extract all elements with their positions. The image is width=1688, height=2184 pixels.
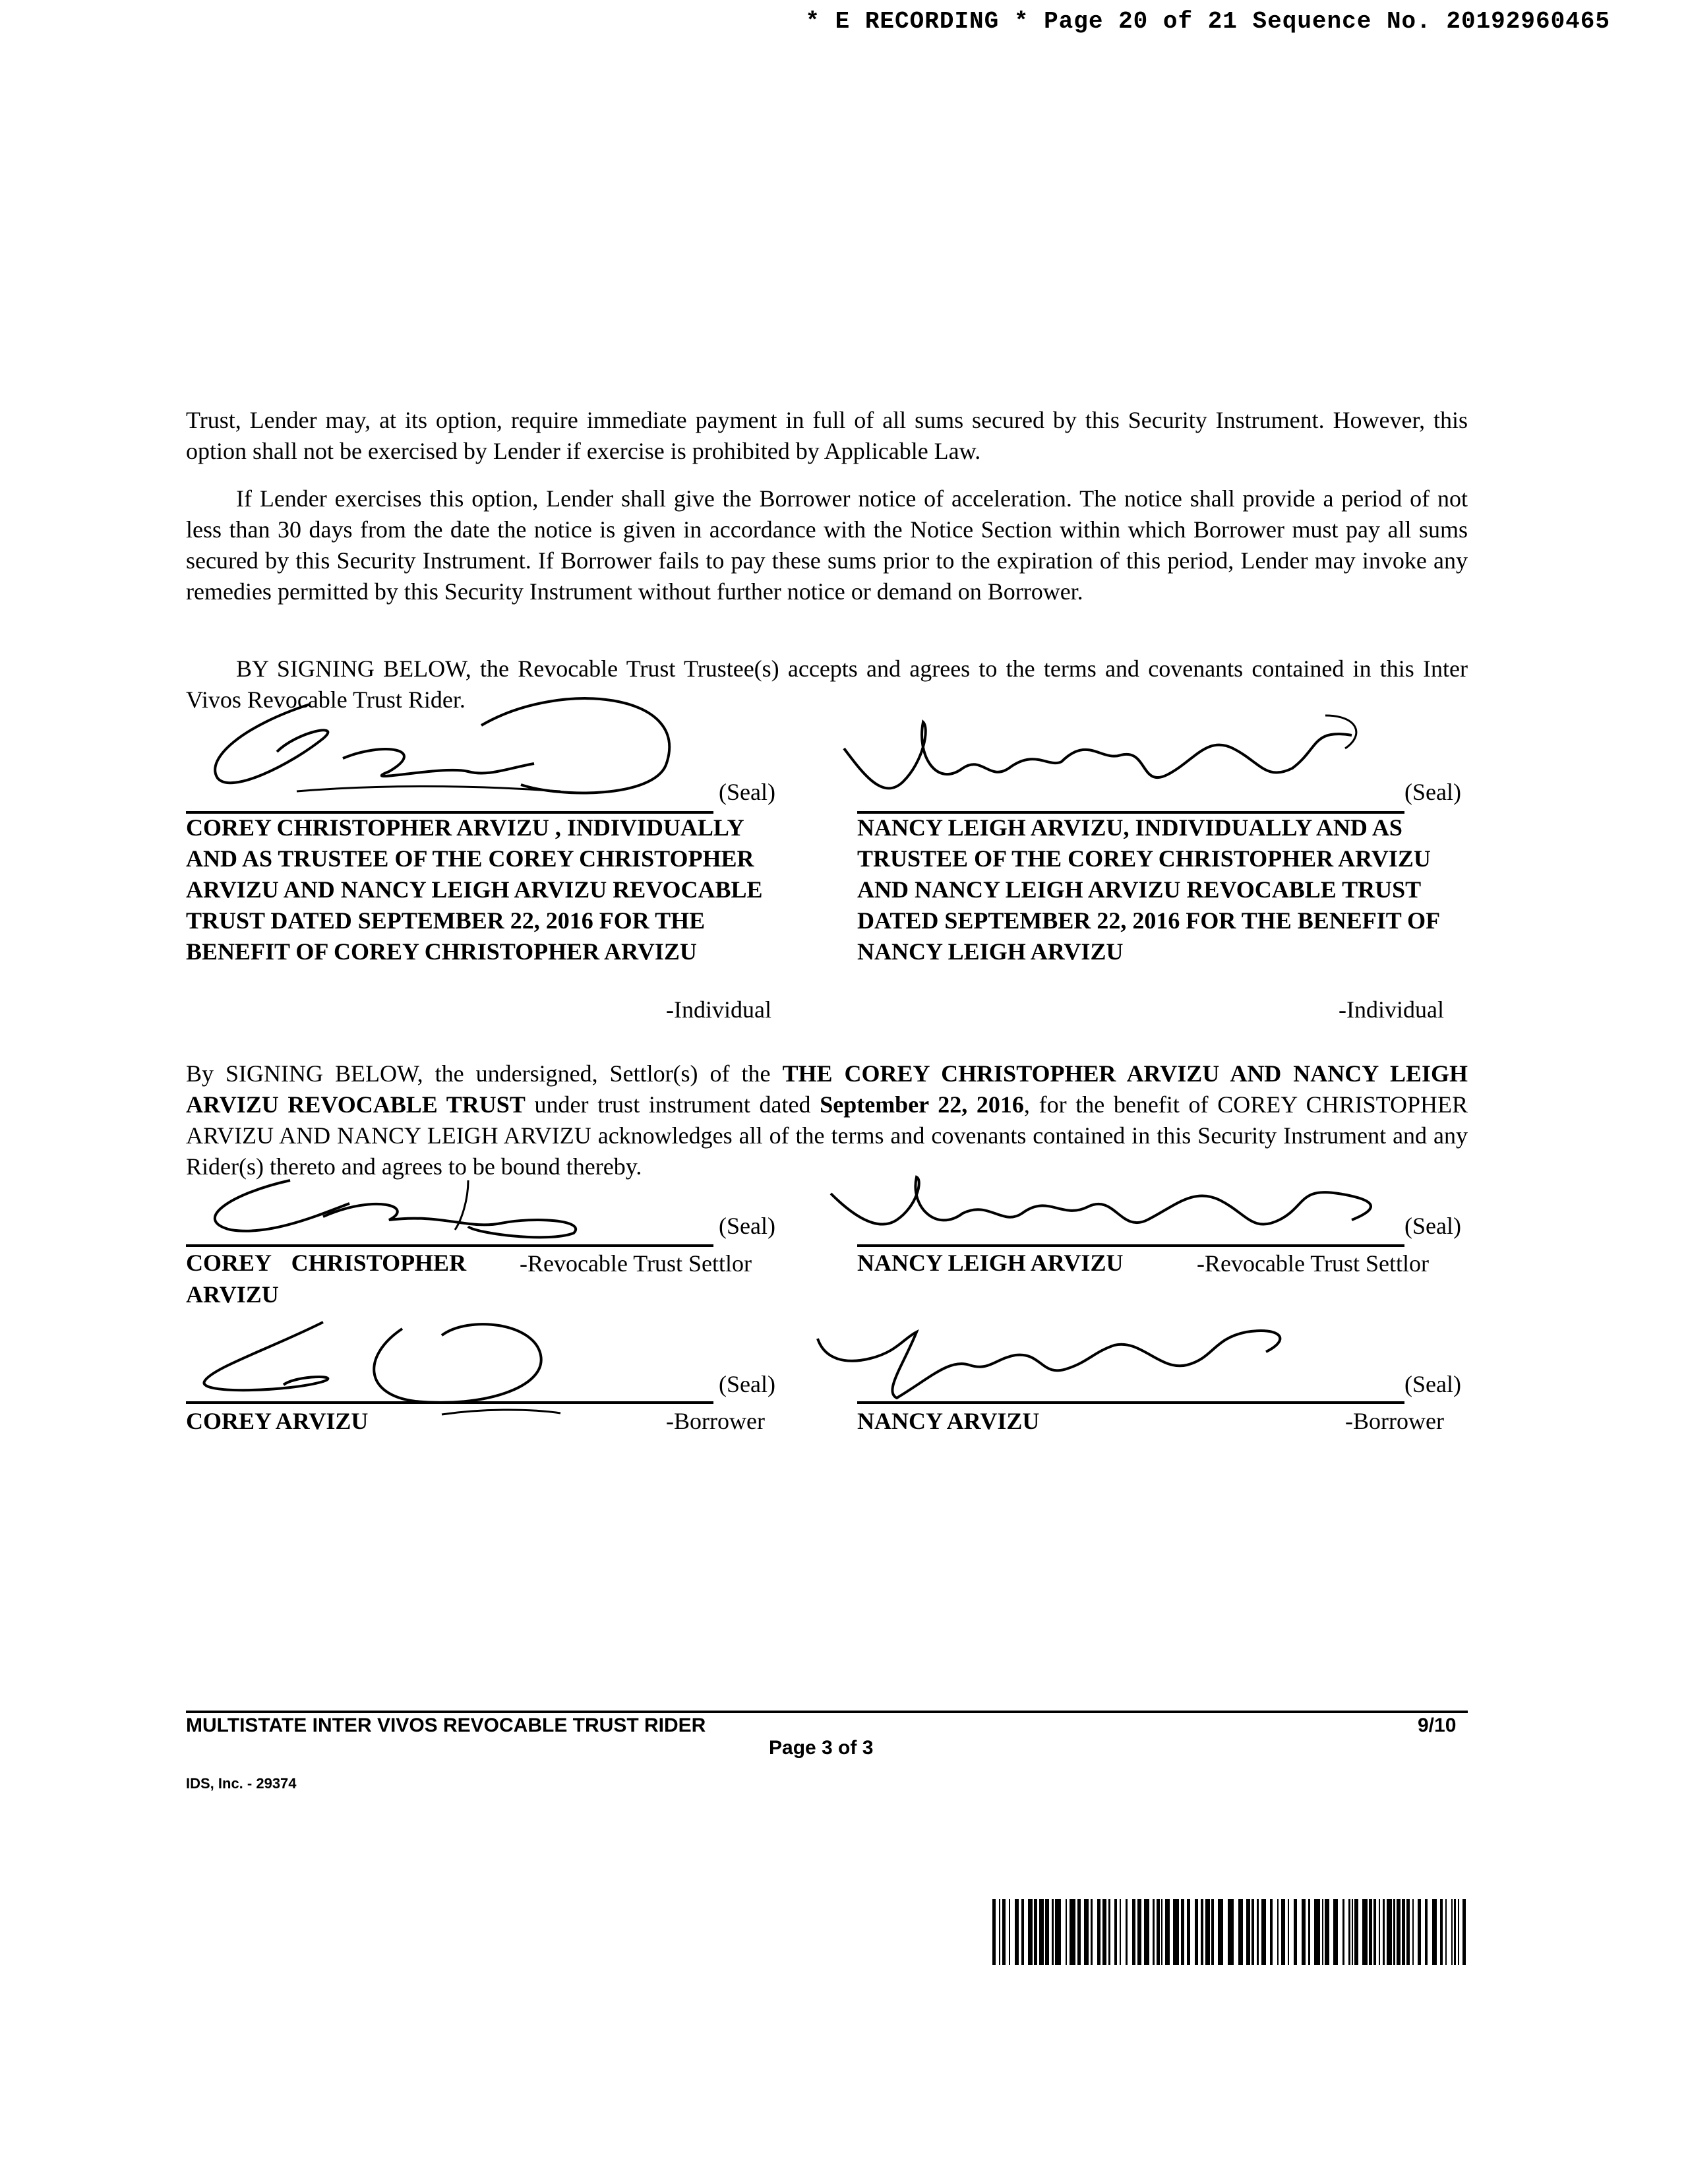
seal-label-settlor-right: (Seal) [1404, 1213, 1461, 1239]
role-settlor-left: -Revocable Trust Settlor [520, 1250, 752, 1277]
barcode-bar [1288, 1899, 1289, 1965]
barcode-bar [1021, 1899, 1024, 1965]
barcode-bar [1114, 1899, 1117, 1965]
barcode-bar [1432, 1899, 1437, 1965]
barcode-bar [1445, 1899, 1447, 1965]
barcode-bar [1132, 1899, 1135, 1965]
seal-label-borrower-right: (Seal) [1404, 1371, 1461, 1397]
form-version: 9/10 [1418, 1714, 1457, 1736]
barcode-bar [1352, 1899, 1353, 1965]
name-trustee-left: COREY CHRISTOPHER ARVIZU , INDIVIDUALLY AND AS TRUSTEE OF THE COREY CHRISTOPHER ARVIZU AND NANCY LEIGH ARVIZU REVOCABLE TRUST DATED SEPTEMBER 22, 2016 FOR THE BENEFIT OF COREY CHRISTOPHER ARVIZU [186, 814, 763, 965]
barcode-bar [1228, 1899, 1234, 1965]
form-title: MULTISTATE INTER VIVOS REVOCABLE TRUST RIDER [186, 1714, 706, 1736]
barcode-bar [1314, 1899, 1320, 1965]
barcode-bar [1393, 1899, 1395, 1965]
barcode-bar [1205, 1899, 1210, 1965]
signature-corey-trustee [191, 686, 692, 811]
page-number: Page 3 of 3 [769, 1737, 874, 1759]
barcode-bar [1181, 1899, 1184, 1965]
barcode-bar [1270, 1899, 1273, 1965]
barcode-bar [1440, 1899, 1443, 1965]
barcode-bar [1144, 1899, 1149, 1965]
barcode-bar [1257, 1899, 1259, 1965]
barcode-bar [1325, 1899, 1329, 1965]
name-settlor-left: COREY CHRISTOPHER [186, 1250, 467, 1276]
barcode-bar [1055, 1899, 1061, 1965]
barcode-bar [1406, 1899, 1410, 1965]
barcode-bar [1251, 1899, 1254, 1965]
trust-date: September 22, 2016 [820, 1091, 1024, 1118]
paragraph-trustee-acceptance: BY SIGNING BELOW, the Revocable Trust Trustee(s) accepts and agrees to the terms and covenants contained in this Inter Vivos Revocable Trust Rider. [186, 655, 1468, 713]
barcode-bar [1002, 1899, 1006, 1965]
barcode-bar [1354, 1899, 1358, 1965]
role-trustee-right: -Individual [1339, 996, 1444, 1023]
name-settlor-left-line2: ARVIZU [186, 1281, 279, 1308]
barcode-bar [1211, 1899, 1214, 1965]
role-borrower-left: -Borrower [666, 1408, 765, 1434]
barcode-bar [1402, 1899, 1405, 1965]
signature-corey-borrower [191, 1309, 653, 1414]
barcode-bar [1387, 1899, 1392, 1965]
paragraph-acceleration-notice: If Lender exercises this option, Lender shall give the Borrower notice of acceleration. The notice shall provide a period of not less than 30 days from the date the notice is given in accordance with the Notice Section within which Borrower must pay all sums secured by this Security Instrument. If Borrower fails to pay these sums prior to the expiration of this period, Lender may invoke any remedies permitted by this Security Instrument without further notice or demand on Borrower. [186, 485, 1468, 605]
barcode-bar [1246, 1899, 1250, 1965]
barcode-bar [1425, 1899, 1428, 1965]
barcode-bar [1084, 1899, 1089, 1965]
barcode-bar [1157, 1899, 1160, 1965]
barcode-bar [1342, 1899, 1344, 1965]
paragraph-settlor-acknowledgement [186, 1058, 1468, 1182]
barcode-bar [1039, 1899, 1044, 1965]
seal-label-trustee-right: (Seal) [1404, 779, 1461, 805]
barcode-bar [1045, 1899, 1049, 1965]
settlor-text-intro: By SIGNING BELOW, the undersigned, Settlor(s) of the [186, 1060, 783, 1087]
barcode-bar [1418, 1899, 1421, 1965]
barcode-bar [1070, 1899, 1075, 1965]
signature-line-borrower-right [857, 1401, 1404, 1404]
seal-label-borrower-left: (Seal) [719, 1371, 775, 1397]
barcode-bar [992, 1899, 996, 1965]
name-borrower-left: COREY ARVIZU [186, 1408, 369, 1434]
barcode-bar [1218, 1899, 1223, 1965]
barcode-bar [1153, 1899, 1155, 1965]
signature-line-settlor-right [857, 1244, 1404, 1247]
barcode-bar [1028, 1899, 1033, 1965]
barcode-bar [1281, 1899, 1285, 1965]
settlor-text-instrument: under trust instrument dated [525, 1091, 820, 1118]
barcode-bar [1195, 1899, 1198, 1965]
barcode-bar [1077, 1899, 1081, 1965]
seal-label-settlor-left: (Seal) [719, 1213, 775, 1239]
barcode-bar [1009, 1899, 1010, 1965]
signature-nancy-settlor [824, 1167, 1404, 1246]
barcode [992, 1899, 1467, 1965]
signature-line-borrower-left [186, 1401, 713, 1404]
name-settlor-right: NANCY LEIGH ARVIZU [857, 1250, 1124, 1276]
barcode-bar [999, 1899, 1000, 1965]
barcode-bar [1261, 1899, 1266, 1965]
vendor-code: IDS, Inc. - 29374 [186, 1775, 297, 1792]
signature-line-settlor-left [186, 1244, 713, 1247]
settlor-text-closing: , for the benefit of COREY CHRISTOPHER ARVIZU AND NANCY LEIGH ARVIZU acknowledges all of the terms and covenants contained in this Security Instrument and any Rider(s) thereto and agrees to be bound thereby. [186, 1091, 1468, 1180]
barcode-bar [1458, 1899, 1459, 1965]
role-trustee-left: -Individual [666, 996, 771, 1023]
barcode-bar [1173, 1899, 1179, 1965]
barcode-bar [1161, 1899, 1162, 1965]
barcode-bar [1126, 1899, 1128, 1965]
trust-name: THE COREY CHRISTOPHER ARVIZU AND NANCY LEIGH ARVIZU REVOCABLE TRUST [186, 1060, 1468, 1118]
barcode-bar [1412, 1899, 1414, 1965]
role-settlor-right: -Revocable Trust Settlor [1197, 1250, 1429, 1277]
barcode-bar [1120, 1899, 1121, 1965]
barcode-bar [1137, 1899, 1141, 1965]
signature-nancy-trustee [837, 709, 1391, 821]
barcode-bar [1294, 1899, 1297, 1965]
paragraph-immediate-payment: Trust, Lender may, at its option, require immediate payment in full of all sums secured by this Security Instrument. However, this option shall not be exercised by Lender if exercise is prohibited by Applicable Law. [186, 407, 1468, 464]
signature-corey-settlor [191, 1167, 626, 1240]
barcode-bar [1277, 1899, 1279, 1965]
barcode-bar [1187, 1899, 1190, 1965]
role-borrower-right: -Borrower [1345, 1408, 1444, 1434]
recording-header: * E RECORDING * Page 20 of 21 Sequence No. 20192960465 [805, 8, 1610, 35]
barcode-bar [1308, 1899, 1310, 1965]
barcode-bar [1201, 1899, 1203, 1965]
barcode-bar [1397, 1899, 1401, 1965]
barcode-bar [1238, 1899, 1243, 1965]
name-borrower-right: NANCY ARVIZU [857, 1408, 1040, 1434]
barcode-bar [1369, 1899, 1372, 1965]
barcode-bar [1383, 1899, 1385, 1965]
signature-nancy-borrower [804, 1319, 1319, 1411]
name-trustee-right: NANCY LEIGH ARVIZU, INDIVIDUALLY AND AS TRUSTEE OF THE COREY CHRISTOPHER ARVIZU AND NANCY LEIGH ARVIZU REVOCABLE TRUST DATED SEPTEMBER 22, 2016 FOR THE BENEFIT OF NANCY LEIGH ARVIZU [857, 814, 1439, 965]
barcode-bar [1454, 1899, 1456, 1965]
barcode-bar [1302, 1899, 1306, 1965]
barcode-bar [1091, 1899, 1093, 1965]
barcode-bar [1066, 1899, 1067, 1965]
barcode-bar [1322, 1899, 1323, 1965]
barcode-bar [1165, 1899, 1170, 1965]
barcode-bar [1462, 1899, 1466, 1965]
barcode-bar [1451, 1899, 1453, 1965]
barcode-bar [1373, 1899, 1376, 1965]
barcode-bar [1108, 1899, 1110, 1965]
barcode-bar [1015, 1899, 1019, 1965]
barcode-bar [1052, 1899, 1054, 1965]
barcode-bar [1333, 1899, 1338, 1965]
barcode-bar [1362, 1899, 1368, 1965]
barcode-bar [1379, 1899, 1380, 1965]
barcode-bar [1102, 1899, 1106, 1965]
footer-rule [186, 1711, 1468, 1713]
barcode-bar [1097, 1899, 1100, 1965]
seal-label-trustee-left: (Seal) [719, 779, 775, 805]
barcode-bar [1034, 1899, 1037, 1965]
barcode-bar [1348, 1899, 1350, 1965]
